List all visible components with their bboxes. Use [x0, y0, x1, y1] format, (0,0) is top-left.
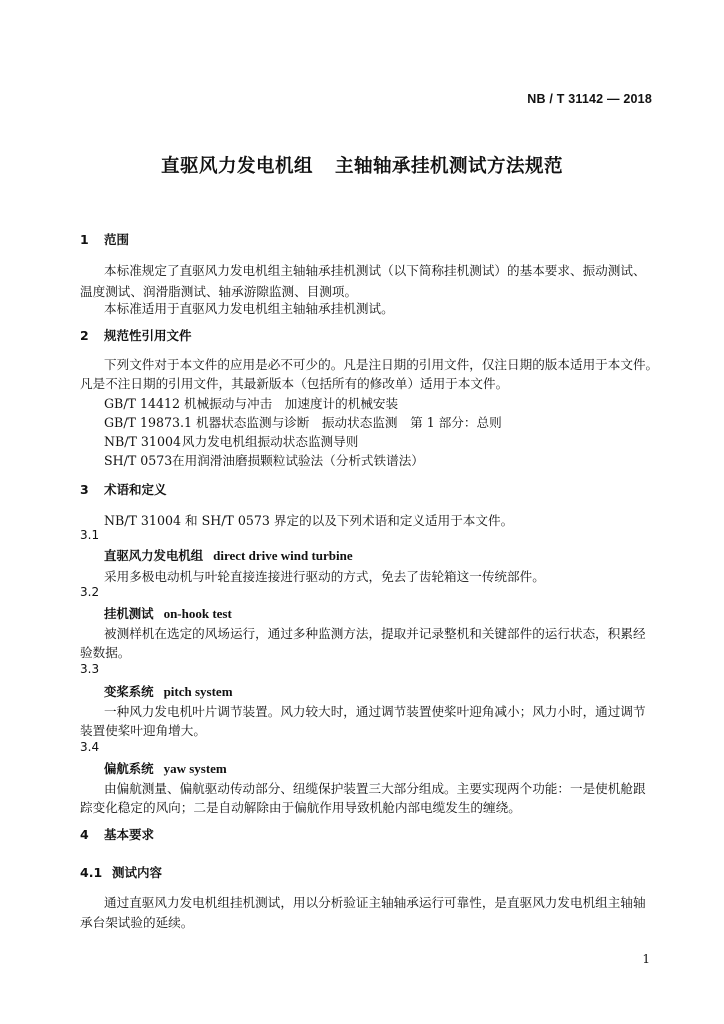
section-2-heading: 2 规范性引用文件	[80, 328, 192, 343]
term-name: 挂机测试 on-hook test	[104, 606, 232, 621]
reference-item: NB/T 31004风力发电机组振动状态监测导则	[104, 434, 359, 449]
term-number: 3.2	[80, 585, 100, 599]
term-number: 3.4	[80, 740, 100, 754]
term-definition-line-2: 装置使桨叶迎角增大。	[80, 723, 206, 738]
document-title	[0, 152, 724, 178]
section-4-1-paragraph-line-1: 通过直驱风力发电机组挂机测试，用以分析验证主轴轴承运行可靠性，是直驱风力发电机组主轴轴	[104, 895, 646, 910]
term-definition-line-2: 验数据。	[80, 645, 131, 660]
section-4-1-paragraph-line-2: 承台架试验的延续。	[80, 915, 194, 930]
standard-number: NB / T 31142 — 2018	[527, 92, 652, 106]
section-1-heading: 1 范围	[80, 232, 130, 247]
term-definition-line-1: 由偏航测量、偏航驱动传动部分、纽缆保护装置三大部分组成。主要实现两个功能：一是使机舱跟	[104, 781, 646, 796]
term-definition-line-1: 采用多极电动机与叶轮直接连接进行驱动的方式，免去了齿轮箱这一传统部件。	[104, 569, 545, 584]
section-2-paragraph-line-1: 下列文件对于本文件的应用是必不可少的。凡是注日期的引用文件，仅注日期的版本适用于本文件。	[104, 357, 659, 372]
section-3-heading: 3 术语和定义	[80, 482, 167, 497]
title-part-1: 直驱风力发电机组	[160, 156, 313, 177]
term-name: 偏航系统 yaw system	[104, 761, 227, 776]
term-definition-line-1: 被测样机在选定的风场运行，通过多种监测方法，提取并记录整机和关键部件的运行状态，积累经	[104, 626, 646, 641]
section-4-heading: 4 基本要求	[80, 827, 155, 842]
section-4-1-heading: 4.1 测试内容	[80, 865, 163, 880]
reference-item: GB/T 14412 机械振动与冲击 加速度计的机械安装	[104, 396, 399, 411]
term-name: 直驱风力发电机组 direct drive wind turbine	[104, 548, 353, 563]
term-number: 3.3	[80, 662, 100, 676]
reference-item: SH/T 0573在用润滑油磨损颗粒试验法（分析式铁谱法）	[104, 453, 424, 468]
section-1-paragraph-2: 本标准适用于直驱风力发电机组主轴轴承挂机测试。	[104, 301, 394, 316]
term-number: 3.1	[80, 528, 100, 542]
reference-item: GB/T 19873.1 机器状态监测与诊断 振动状态监测 第 1 部分：总则	[104, 415, 502, 430]
term-definition-line-2: 踪变化稳定的风向；二是自动解除由于偏航作用导致机舱内部电缆发生的缠绕。	[80, 800, 521, 815]
page-number: 1	[642, 952, 650, 966]
term-definition-line-1: 一种风力发电机叶片调节装置。风力较大时，通过调节装置使桨叶迎角减小；风力小时，通过调节	[104, 704, 646, 719]
section-1-paragraph-1-line-2: 温度测试、润滑脂测试、轴承游隙监测、目测项。	[80, 284, 358, 299]
section-2-paragraph-line-2: 凡是不注日期的引用文件，其最新版本（包括所有的修改单）适用于本文件。	[80, 376, 509, 391]
term-name: 变桨系统 pitch system	[104, 684, 233, 699]
section-1-paragraph-1-line-1: 本标准规定了直驱风力发电机组主轴轴承挂机测试（以下简称挂机测试）的基本要求、振动测试、	[104, 263, 646, 278]
section-3-intro: NB/T 31004 和 SH/T 0573 界定的以及下列术语和定义适用于本文件。	[104, 513, 514, 528]
title-part-2: 主轴轴承挂机测试方法规范	[335, 156, 564, 177]
